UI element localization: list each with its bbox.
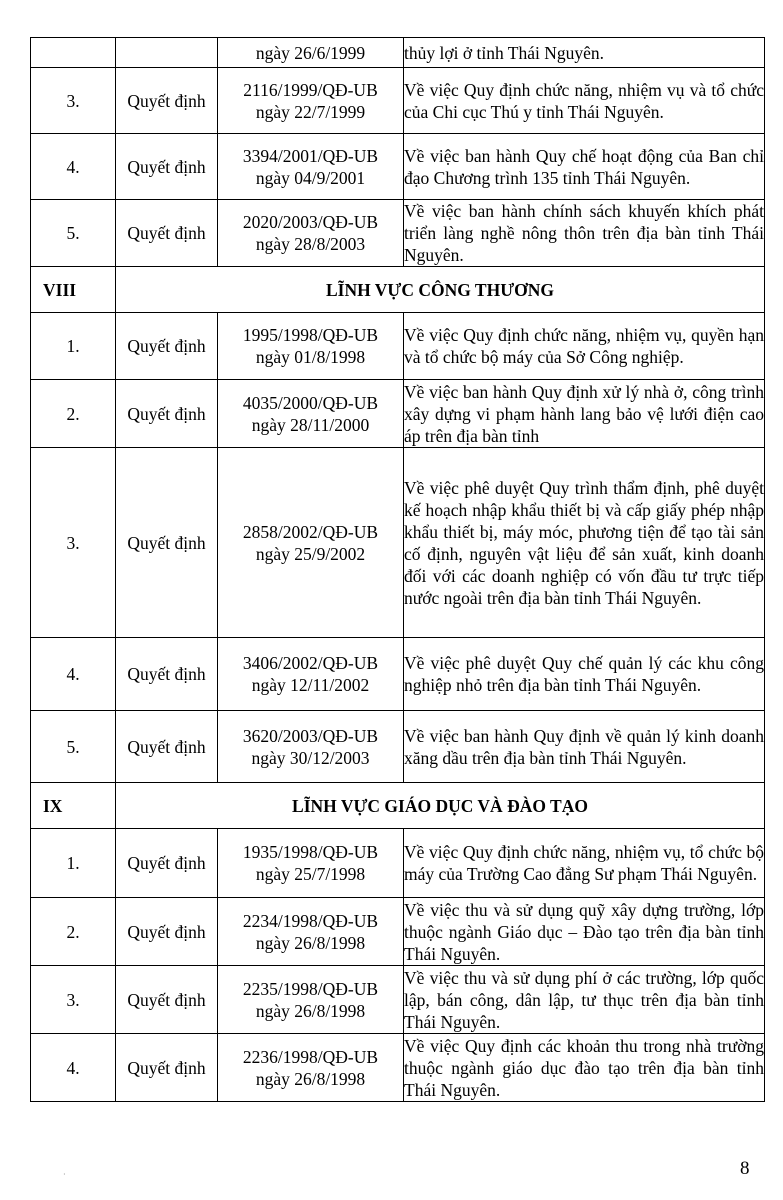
row-number: 3. xyxy=(31,68,116,134)
document-date: ngày 30/12/2003 xyxy=(251,747,370,768)
row-number: 1. xyxy=(31,829,116,898)
document-number: 1935/1998/QĐ-UB xyxy=(242,842,379,862)
document-number-cell xyxy=(218,898,404,966)
document-number: 2235/1998/QĐ-UB xyxy=(242,978,379,999)
document-number: 2234/1998/QĐ-UB xyxy=(242,910,379,931)
table-row xyxy=(31,380,765,448)
table-row xyxy=(31,898,765,966)
document-number-cell xyxy=(218,829,404,898)
document-date: ngày 26/8/1998 xyxy=(255,1000,366,1021)
document-summary: Về việc ban hành chính sách khuyến khích phát triển làng nghề nông thôn trên địa bàn tỉnh Thái Nguyên. xyxy=(404,201,764,265)
table-row xyxy=(31,638,765,711)
document-number-cell xyxy=(218,711,404,783)
document-number-cell xyxy=(218,448,404,638)
document-number: 4035/2000/QĐ-UB xyxy=(242,392,379,413)
section-header-row xyxy=(31,783,765,829)
document-summary: Về việc thu và sử dụng phí ở các trường, lớp quốc lập, bán công, dân lập, tư thục trên địa bàn tỉnh Thái Nguyên. xyxy=(404,967,764,1032)
table-row xyxy=(31,38,765,68)
document-type: Quyết định xyxy=(116,380,218,448)
document-date: ngày 22/7/1999 xyxy=(255,101,366,122)
document-number-cell xyxy=(218,134,404,200)
document-number: 3406/2002/QĐ-UB xyxy=(242,653,379,673)
section-number: VIII xyxy=(31,267,116,313)
section-title: LĨNH VỰC CÔNG THƯƠNG xyxy=(116,267,765,313)
document-date: ngày 12/11/2002 xyxy=(251,675,370,695)
document-number: 2858/2002/QĐ-UB xyxy=(242,521,379,542)
document-number-cell xyxy=(218,38,404,68)
document-number-cell xyxy=(218,1034,404,1102)
document-summary: Về việc phê duyệt Quy chế quản lý các khu công nghiệp nhỏ trên địa bàn tỉnh Thái Nguyên. xyxy=(404,638,765,711)
document-number-cell xyxy=(218,966,404,1034)
table-row xyxy=(31,966,765,1034)
document-date: ngày 04/9/2001 xyxy=(255,167,366,188)
document-summary: Về việc ban hành Quy định xử lý nhà ở, công trình xây dựng vi phạm hành lang bảo vệ lưới điện cao áp trên địa bàn tỉnh xyxy=(404,381,764,446)
document-type: Quyết định xyxy=(116,966,218,1034)
document-summary: Về việc thu và sử dụng quỹ xây dựng trường, lớp thuộc ngành Giáo dục – Đào tạo trên địa bàn tỉnh Thái Nguyên. xyxy=(404,899,764,964)
document-date: ngày 26/6/1999 xyxy=(255,42,366,63)
document-number: 3394/2001/QĐ-UB xyxy=(242,145,379,166)
document-number: 2236/1998/QĐ-UB xyxy=(242,1046,379,1067)
row-number: 3. xyxy=(31,966,116,1034)
section-header-row xyxy=(31,267,765,313)
document-type: Quyết định xyxy=(116,711,218,783)
document-number: 2020/2003/QĐ-UB xyxy=(242,212,379,232)
table-body xyxy=(31,38,765,1102)
document-type: Quyết định xyxy=(116,1034,218,1102)
document-date: ngày 28/8/2003 xyxy=(255,234,366,254)
row-number: 2. xyxy=(31,380,116,448)
row-number xyxy=(31,38,116,68)
table-row xyxy=(31,711,765,783)
document-summary: Về việc Quy định chức năng, nhiệm vụ và tổ chức của Chi cục Thú y tỉnh Thái Nguyên. xyxy=(404,68,765,134)
document-summary: Về việc phê duyệt Quy trình thẩm định, phê duyệt kế hoạch nhập khẩu thiết bị và cấp giấy phép nhập khẩu thiết bị, máy móc, phương tiện để tạo tài sản cố định, nguyên vật liệu để sản xuất, kinh doanh đối với các doanh nghiệp có vốn đầu tư trực tiếp nước ngoài trên địa bàn tỉnh Thái Nguyên. xyxy=(404,448,765,638)
document-number: 3620/2003/QĐ-UB xyxy=(242,725,379,746)
document-number: 1995/1998/QĐ-UB xyxy=(242,325,379,345)
document-summary: Về việc ban hành Quy định về quản lý kinh doanh xăng dầu trên địa bàn tỉnh Thái Nguyên. xyxy=(404,711,765,783)
document-type: Quyết định xyxy=(116,200,218,267)
table-row xyxy=(31,1034,765,1102)
document-date: ngày 25/7/1998 xyxy=(255,864,366,884)
document-summary: Về việc Quy định chức năng, nhiệm vụ, tổ chức bộ máy của Trường Cao đẳng Sư phạm Thái Nguyên. xyxy=(404,829,765,898)
table-row xyxy=(31,313,765,380)
row-number: 4. xyxy=(31,638,116,711)
document-date: ngày 26/8/1998 xyxy=(255,1068,366,1089)
row-number: 4. xyxy=(31,1034,116,1102)
document-type: Quyết định xyxy=(116,829,218,898)
row-number: 3. xyxy=(31,448,116,638)
table-row xyxy=(31,68,765,134)
page-number: 8 xyxy=(740,1158,750,1179)
page-mark-dot: · xyxy=(63,1170,66,1179)
row-number: 5. xyxy=(31,200,116,267)
row-number: 5. xyxy=(31,711,116,783)
document-date: ngày 25/9/2002 xyxy=(255,543,366,564)
document-number: 2116/1999/QĐ-UB xyxy=(243,79,378,100)
document-type: Quyết định xyxy=(116,134,218,200)
document-summary: thủy lợi ở tỉnh Thái Nguyên. xyxy=(404,38,765,68)
document-number-cell xyxy=(218,638,404,711)
document-type xyxy=(116,38,218,68)
table-row xyxy=(31,200,765,267)
document-date: ngày 01/8/1998 xyxy=(255,347,366,367)
table-row xyxy=(31,134,765,200)
table-row xyxy=(31,829,765,898)
document-type: Quyết định xyxy=(116,898,218,966)
section-number: IX xyxy=(31,783,116,829)
document-number-cell xyxy=(218,200,404,267)
decision-list-table xyxy=(30,37,765,1102)
row-number: 4. xyxy=(31,134,116,200)
document-summary: Về việc Quy định chức năng, nhiệm vụ, quyền hạn và tổ chức bộ máy của Sở Công nghiệp. xyxy=(404,313,765,380)
row-number: 1. xyxy=(31,313,116,380)
table-row xyxy=(31,448,765,638)
document-type: Quyết định xyxy=(116,448,218,638)
row-number: 2. xyxy=(31,898,116,966)
document-number-cell xyxy=(218,68,404,134)
document-type: Quyết định xyxy=(116,68,218,134)
document-summary: Về việc Quy định các khoản thu trong nhà trường thuộc ngành giáo dục đào tạo trên địa bàn tỉnh Thái Nguyên. xyxy=(404,1035,764,1100)
document-date: ngày 28/11/2000 xyxy=(251,414,370,435)
section-title: LĨNH VỰC GIÁO DỤC VÀ ĐÀO TẠO xyxy=(116,783,765,829)
document-number-cell xyxy=(218,313,404,380)
document-type: Quyết định xyxy=(116,313,218,380)
document-number-cell xyxy=(218,380,404,448)
document-type: Quyết định xyxy=(116,638,218,711)
document-summary: Về việc ban hành Quy chế hoạt động của Ban chỉ đạo Chương trình 135 tỉnh Thái Nguyên. xyxy=(404,134,765,200)
document-date: ngày 26/8/1998 xyxy=(255,932,366,953)
